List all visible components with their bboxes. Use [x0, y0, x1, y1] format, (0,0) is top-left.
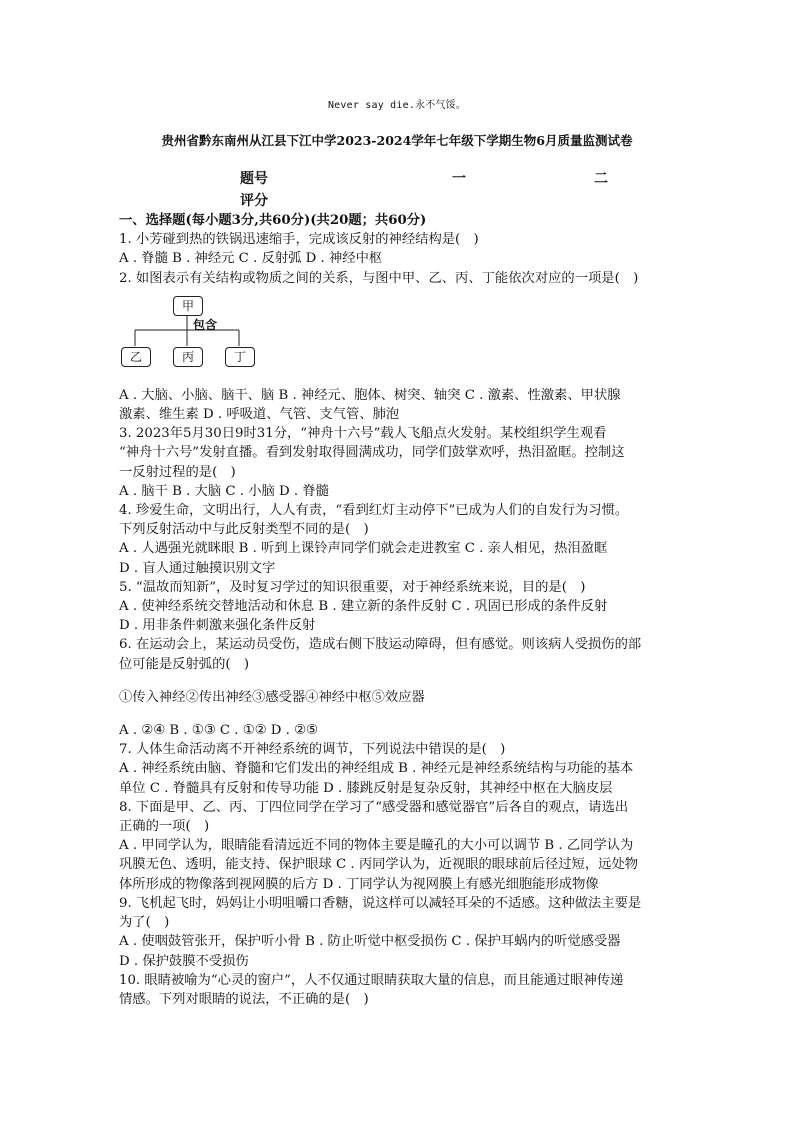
q6-options: A . ②④ B . ①③ C . ①② D . ②⑤ [119, 723, 318, 739]
diagram-node-child-1: 乙 [121, 347, 151, 367]
spacer [119, 707, 679, 721]
score-table [240, 168, 660, 212]
q8-options-line-2: 巩膜无色、透明，能支持、保护眼球 C . 丙同学认为，近视眼的眼球前后径过短，远处物 [119, 857, 639, 873]
q1-options: A . 脊髓 B . 神经元 C . 反射弧 D . 神经中枢 [119, 251, 383, 267]
q9-options-line-2: D . 保护鼓膜不受损伤 [119, 953, 249, 969]
q7-options-line-1: A . 神经系统由脑、脊髓和它们发出的神经组成 B . 神经元是神经系统结构与功能的基本 [119, 761, 634, 777]
q4-stem-line-2: 下列反射活动中与此反射类型不同的是( ) [119, 522, 369, 538]
header-motto: Never say die.永不气馁。 [327, 100, 467, 111]
question-list [119, 211, 679, 1009]
q9-stem-line-1: 9. 飞机起飞时，妈妈让小明咀嚼口香糖，说这样可以减轻耳朵的不适感。这种做法主要是 [119, 895, 642, 911]
q3-stem-line-2: “神舟十六号”发射直播。看到发射取得圆满成功，同学们鼓掌欢呼，热泪盈眶。控制这 [119, 445, 625, 461]
q10-stem-line-2: 情感。下列对眼睛的说法，不正确的是( ) [119, 991, 369, 1007]
q8-options-line-3: 体所形成的物像落到视网膜的后方 D . 丁同学认为视网膜上有感光细胞能形成物像 [119, 876, 599, 892]
score-col-one: 一 [452, 171, 466, 187]
score-row-question-number [240, 168, 660, 190]
q9-stem-line-2: 为了( ) [119, 915, 170, 931]
diagram-node-child-2: 丙 [173, 347, 203, 367]
q5-options-line-2: D . 用非条件刺激来强化条件反射 [119, 618, 316, 634]
section-heading: 一、选择题(每小题3分,共60分)(共20题；共60分) [119, 213, 427, 228]
exam-title: 贵州省黔东南州从江县下江中学2023-2024学年七年级下学期生物6月质量监测试卷 [161, 133, 633, 148]
score-row-score [240, 190, 660, 212]
q3-stem-line-3: 一反射过程的是( ) [119, 464, 236, 480]
score-label-question: 题号 [240, 171, 268, 187]
q10-stem-line-1: 10. 眼睛被喻为“心灵的窗户”，人不仅通过眼睛获取大量的信息，而且能通过眼神传递 [119, 972, 624, 988]
q7-options-line-2: 单位 C . 脊髓具有反射和传导功能 D . 膝跳反射是复杂反射，其神经中枢在大脑皮层 [119, 780, 613, 796]
q2-options-line-1: A . 大脑、小脑、脑干、脑 B . 神经元、胞体、树突、轴突 C . 激素、性激素、甲状腺 [119, 387, 621, 403]
q8-stem-line-2: 正确的一项( ) [119, 819, 210, 835]
q9-options-line-1: A . 使咽鼓管张开，保护听小骨 B . 防止听觉中枢受损伤 C . 保护耳蜗内的听觉感受器 [119, 934, 621, 950]
q2-relation-diagram [119, 294, 279, 374]
q6-stem-line-1: 6. 在运动会上，某运动员受伤，造成右侧下肢运动障碍，但有感觉。则该病人受损伤的部 [119, 637, 642, 653]
q8-stem-line-1: 8. 下面是甲、乙、丙、丁四位同学在学习了“感受器和感觉器官”后各自的观点，请选出 [119, 799, 629, 815]
score-label-score: 评分 [240, 193, 268, 209]
q3-options: A . 脑干 B . 大脑 C . 小脑 D . 脊髓 [119, 483, 329, 499]
q6-stem-line-2: 位可能是反射弧的( ) [119, 656, 250, 672]
q2-stem: 2. 如图表示有关结构或物质之间的关系，与图中甲、乙、丙、丁能依次对应的一项是( ) [119, 270, 639, 286]
q6-component-list: ①传入神经②传出神经③感受器④神经中枢⑤效应器 [119, 689, 425, 705]
q8-options-line-1: A . 甲同学认为，眼睛能看清远近不同的物体主要是瞳孔的大小可以调节 B . 乙同学认为 [119, 838, 634, 854]
q4-options-line-2: D . 盲人通过触摸识别文字 [119, 560, 276, 576]
q7-stem: 7. 人体生命活动离不开神经系统的调节，下列说法中错误的是( ) [119, 742, 506, 758]
q5-options-line-1: A . 使神经系统交替地活动和休息 B . 建立新的条件反射 C . 巩固已形成的条件反射 [119, 599, 608, 615]
q4-options-line-1: A . 人遇强光就眯眼 B . 听到上课铃声同学们就会走进教室 C . 亲人相见，热泪盈眶 [119, 541, 608, 557]
diagram-node-top: 甲 [173, 296, 203, 316]
score-col-two: 二 [594, 171, 608, 187]
q4-stem-line-1: 4. 珍爱生命，文明出行，人人有责，“看到红灯主动停下”已成为人们的自发行为习惯。 [119, 503, 629, 519]
spacer [119, 674, 679, 688]
diagram-relation-label: 包含 [193, 317, 218, 332]
q1-stem: 1. 小芳碰到热的铁锅迅速缩手，完成该反射的神经结构是( ) [119, 232, 479, 248]
diagram-node-child-3: 丁 [225, 347, 255, 367]
q5-stem: 5. “温故而知新”，及时复习学过的知识很重要，对于神经系统来说，目的是( ) [119, 579, 586, 595]
q2-options-line-2: 激素、维生素 D . 呼吸道、气管、支气管、肺泡 [119, 407, 400, 423]
q3-stem-line-1: 3. 2023年5月30日9时31分，“神舟十六号”载人飞船点火发射。某校组织学生观看 [119, 426, 607, 442]
